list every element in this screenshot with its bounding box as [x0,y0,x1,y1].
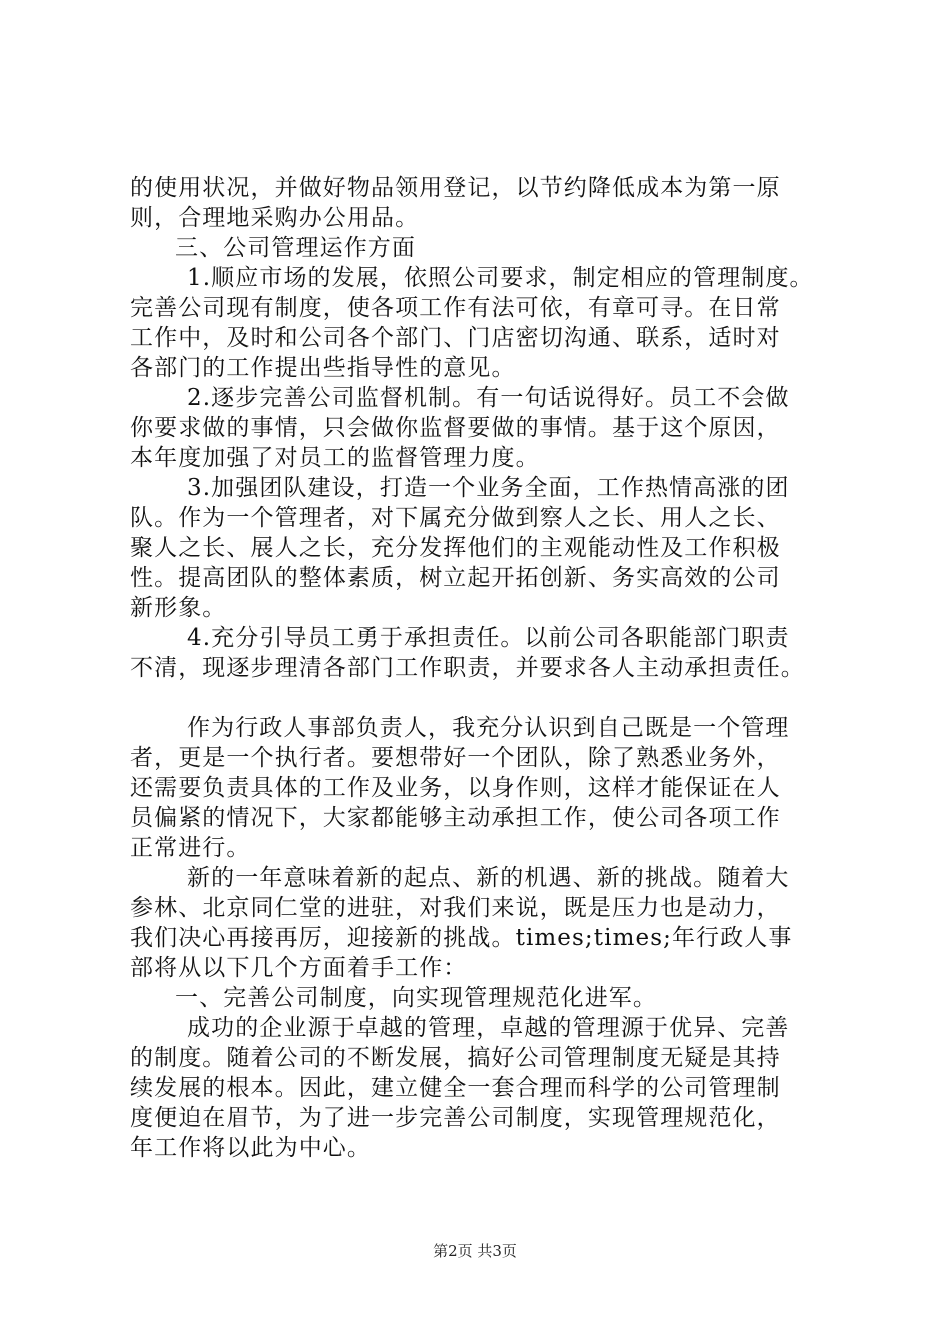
paragraph-gap [130,683,830,713]
text-line: 度便迫在眉节，为了进一步完善公司制度，实现管理规范化， [130,1105,781,1131]
text-line: 性。提高团队的整体素质，树立起开拓创新、务实高效的公司 [130,565,781,591]
text-line: 各部门的工作提出些指导性的意见。 [130,355,516,381]
text-line: 则，合理地采购办公用品。 [130,205,420,231]
text-line: 新形象。 [130,595,227,621]
text-line: 续发展的根本。因此，建立健全一套合理而科学的公司管理制 [130,1075,781,1101]
text-line: 的使用状况，并做好物品领用登记，以节约降低成本为第一原 [130,175,781,201]
text-line: 你要求做的事情，只会做你监督要做的事情。基于这个原因， [130,415,781,441]
text-line: 的制度。随着公司的不断发展，搞好公司管理制度无疑是其持 [130,1045,781,1071]
text-line: 队。作为一个管理者，对下属充分做到察人之长、用人之长、 [130,505,781,531]
text-line: 1.顺应市场的发展，依照公司要求，制定相应的管理制度。 [187,265,814,291]
text-line: 部将从以下几个方面着手工作： [130,955,468,981]
text-line: 2.逐步完善公司监督机制。有一句话说得好。员工不会做 [187,385,790,411]
text-line: 还需要负责具体的工作及业务，以身作则，这样才能保证在人 [130,775,781,801]
text-line: 4.充分引导员工勇于承担责任。以前公司各职能部门职责 [187,625,790,651]
text-line: 者，更是一个执行者。要想带好一个团队，除了熟悉业务外， [130,745,781,771]
section-heading: 一、完善公司制度，向实现管理规范化进军。 [175,985,657,1011]
text-line: 员偏紧的情况下，大家都能够主动承担工作，使公司各项工作 [130,805,781,831]
text-line: 参林、北京同仁堂的进驻，对我们来说，既是压力也是动力， [130,895,781,921]
text-line: 新的一年意味着新的起点、新的机遇、新的挑战。随着大 [187,865,790,891]
text-line: 工作中，及时和公司各个部门、门店密切沟通、联系，适时对 [130,325,781,351]
text-line: 成功的企业源于卓越的管理，卓越的管理源于优异、完善 [187,1015,790,1041]
page-number-footer: 第2页 共3页 [433,1242,517,1260]
text-line: 不清，现逐步理清各部门工作职责，并要求各人主动承担责任。 [130,655,805,681]
text-line: 聚人之长、展人之长，充分发挥他们的主观能动性及工作积极 [130,535,781,561]
document-body [130,173,830,1163]
text-line: 年工作将以此为中心。 [130,1135,371,1161]
text-line: 完善公司现有制度，使各项工作有法可依，有章可寻。在日常 [130,295,781,321]
text-line: 本年度加强了对员工的监督管理力度。 [130,445,540,471]
text-line: 作为行政人事部负责人，我充分认识到自己既是一个管理 [187,715,790,741]
text-line: 我们决心再接再厉，迎接新的挑战。times;times;年行政人事 [130,925,793,951]
text-line: 正常进行。 [130,835,251,861]
section-heading: 三、公司管理运作方面 [175,235,416,261]
text-line: 3.加强团队建设，打造一个业务全面，工作热情高涨的团 [187,475,790,501]
